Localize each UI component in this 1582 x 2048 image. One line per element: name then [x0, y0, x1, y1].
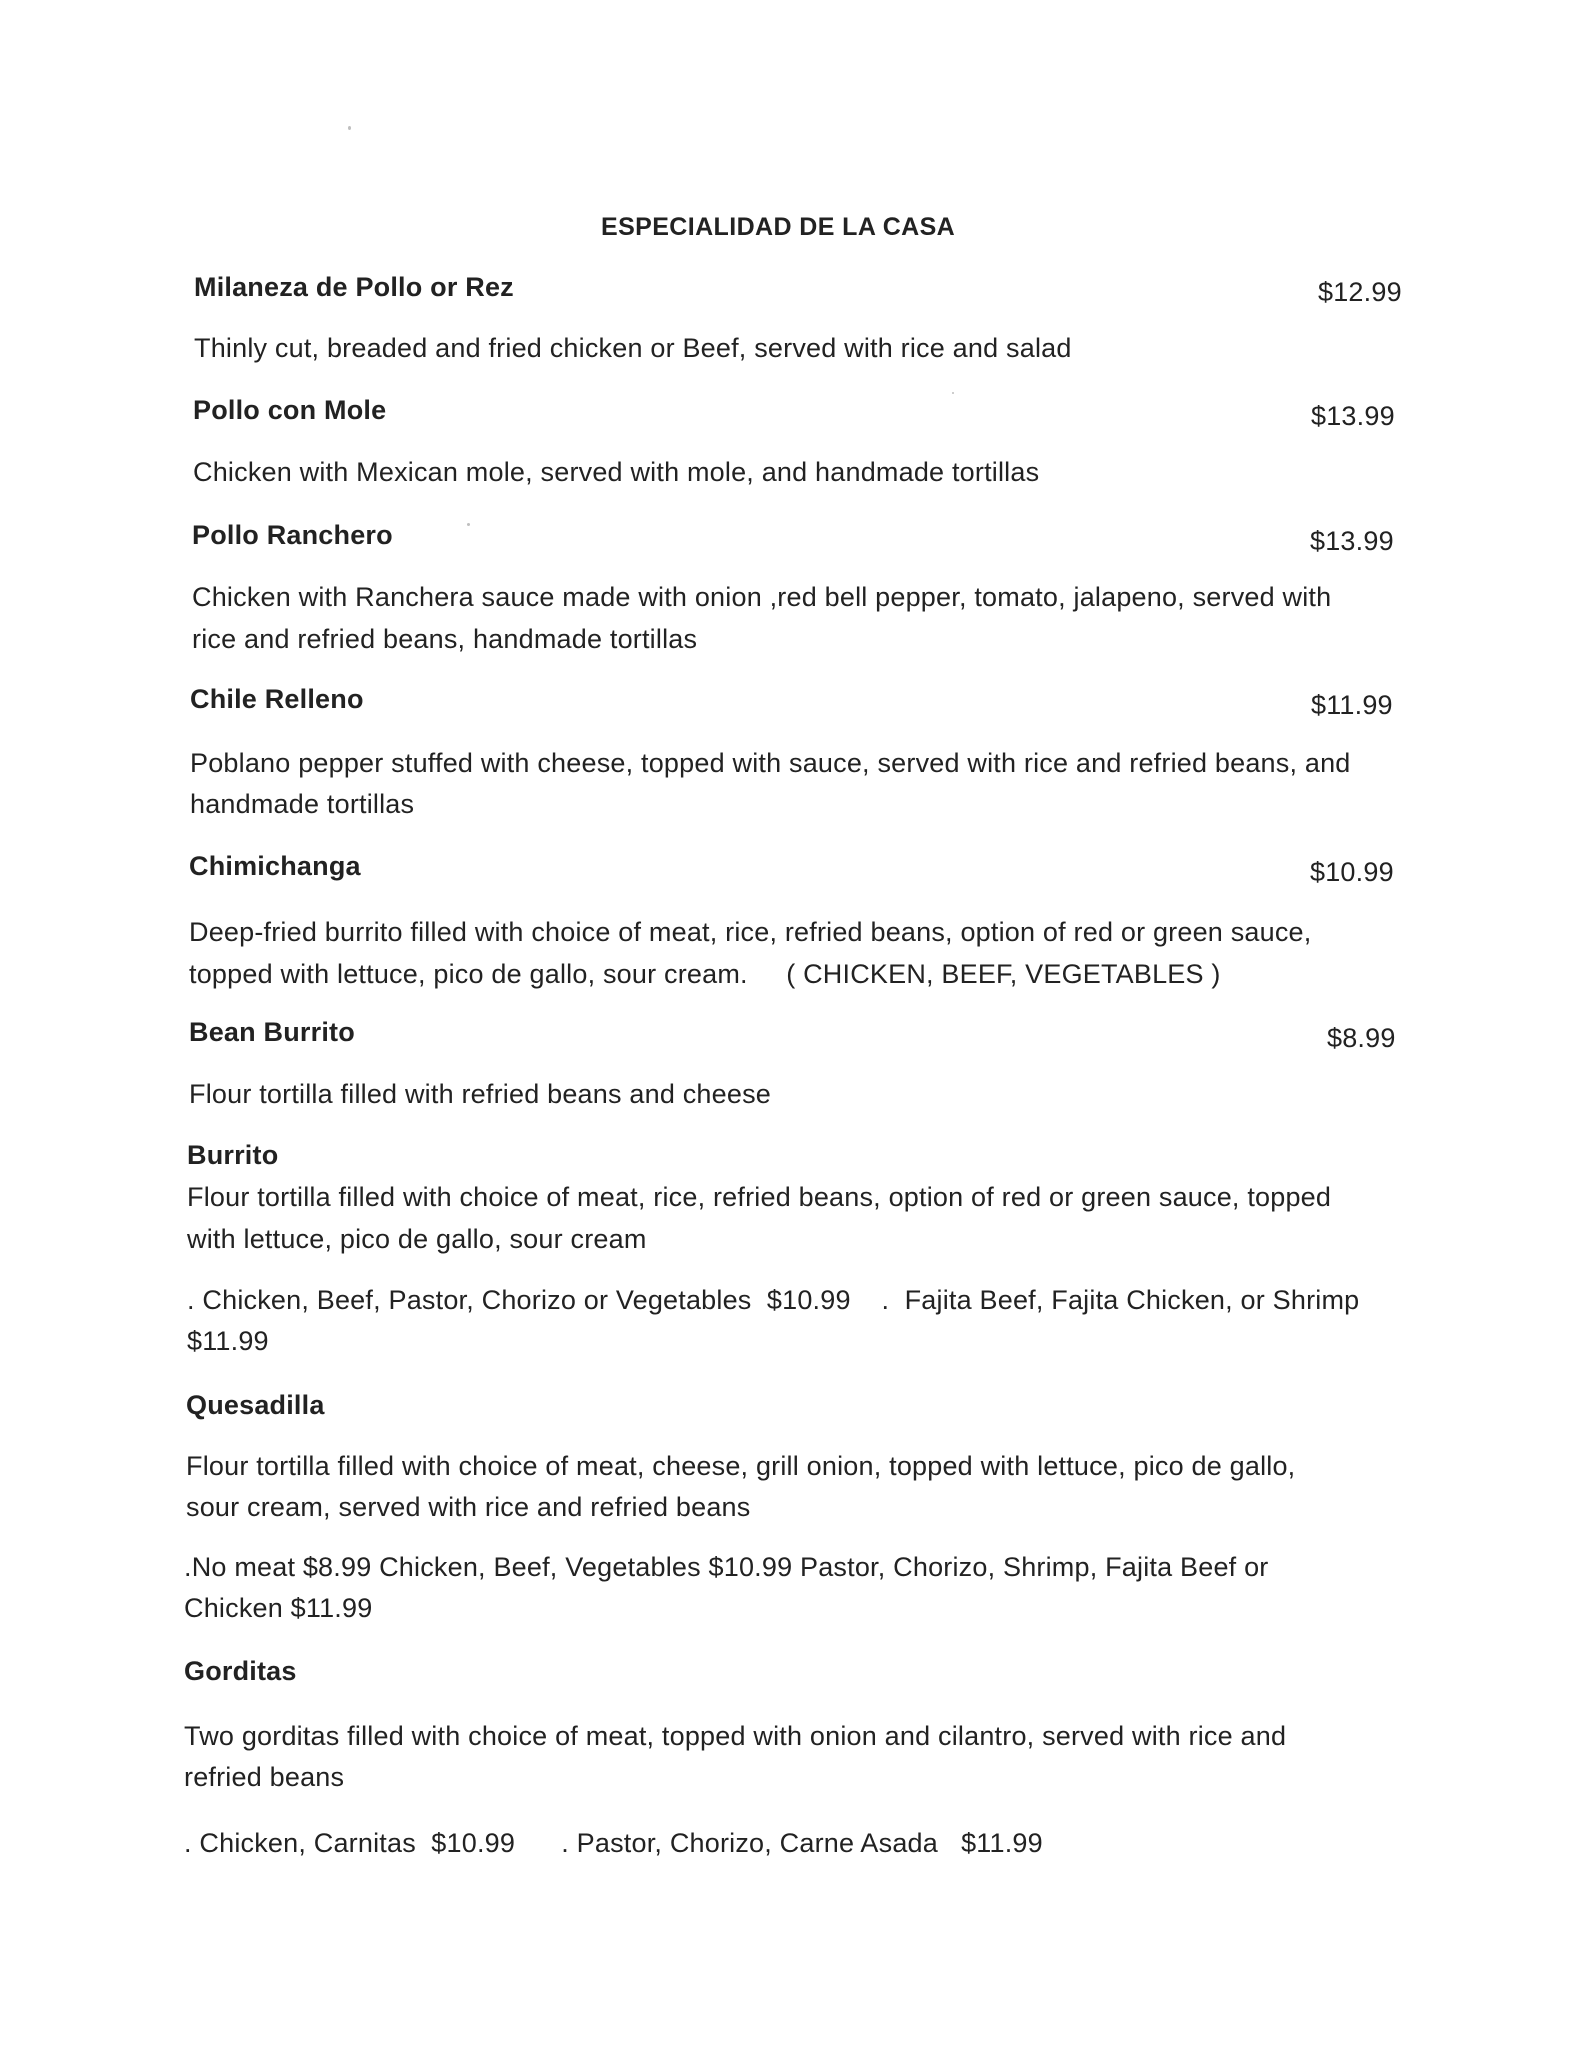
scan-speck [348, 126, 351, 130]
item-name-milaneza: Milaneza de Pollo or Rez [194, 272, 514, 302]
item-name-chimichanga: Chimichanga [189, 851, 361, 881]
item-description-gorditas-line-2: refried beans [184, 1762, 345, 1792]
item-description-burrito-line-1: Flour tortilla filled with choice of meat, rice, refried beans, option of red or green sauce, topped [187, 1182, 1332, 1212]
item-name-gorditas: Gorditas [184, 1656, 297, 1686]
item-name-bean-burrito: Bean Burrito [189, 1017, 355, 1047]
item-description-burrito-line-2: with lettuce, pico de gallo, sour cream [187, 1224, 647, 1254]
item-price-bean-burrito: $8.99 [1327, 1023, 1396, 1053]
item-name-pollo-ranchero: Pollo Ranchero [192, 520, 393, 550]
item-price-milaneza: $12.99 [1318, 277, 1402, 307]
item-description-chimichanga-line-2: topped with lettuce, pico de gallo, sour cream. ( CHICKEN, BEEF, VEGETABLES ) [189, 959, 1221, 989]
scan-speck [467, 523, 470, 526]
item-description-quesadilla-line-1: Flour tortilla filled with choice of meat, cheese, grill onion, topped with lettuce, pico de gallo, [186, 1451, 1296, 1481]
item-price-pollo-con-mole: $13.99 [1311, 401, 1395, 431]
item-name-quesadilla: Quesadilla [186, 1390, 325, 1420]
item-description-milaneza: Thinly cut, breaded and fried chicken or Beef, served with rice and salad [194, 333, 1072, 363]
item-description-bean-burrito: Flour tortilla filled with refried beans and cheese [189, 1079, 771, 1109]
item-description-chile-relleno-line-2: handmade tortillas [190, 789, 415, 819]
item-options-burrito-line-1: . Chicken, Beef, Pastor, Chorizo or Vegetables $10.99 . Fajita Beef, Fajita Chicken, or Shrimp [187, 1285, 1360, 1315]
item-options-quesadilla-line-2: Chicken $11.99 [184, 1593, 373, 1623]
item-description-pollo-ranchero-line-2: rice and refried beans, handmade tortillas [192, 624, 698, 654]
menu-title: ESPECIALIDAD DE LA CASA [601, 213, 956, 241]
item-name-chile-relleno: Chile Relleno [190, 684, 364, 714]
item-price-chimichanga: $10.99 [1310, 857, 1394, 887]
item-description-chimichanga-line-1: Deep-fried burrito filled with choice of meat, rice, refried beans, option of red or green sauce, [189, 917, 1312, 947]
item-options-burrito-line-2: $11.99 [187, 1326, 269, 1356]
item-options-gorditas: . Chicken, Carnitas $10.99 . Pastor, Chorizo, Carne Asada $11.99 [184, 1828, 1043, 1858]
item-options-quesadilla-line-1: .No meat $8.99 Chicken, Beef, Vegetables $10.99 Pastor, Chorizo, Shrimp, Fajita Beef or [184, 1552, 1269, 1582]
item-description-quesadilla-line-2: sour cream, served with rice and refried beans [186, 1492, 751, 1522]
scan-speck [952, 392, 954, 394]
item-description-gorditas-line-1: Two gorditas filled with choice of meat, topped with onion and cilantro, served with rice and [184, 1721, 1287, 1751]
item-price-chile-relleno: $11.99 [1311, 690, 1393, 720]
item-name-burrito: Burrito [187, 1140, 279, 1170]
item-name-pollo-con-mole: Pollo con Mole [193, 395, 387, 425]
item-description-chile-relleno-line-1: Poblano pepper stuffed with cheese, topped with sauce, served with rice and refried beans, and [190, 748, 1351, 778]
item-price-pollo-ranchero: $13.99 [1310, 526, 1394, 556]
item-description-pollo-ranchero-line-1: Chicken with Ranchera sauce made with onion ,red bell pepper, tomato, jalapeno, served with [192, 582, 1332, 612]
item-description-pollo-con-mole: Chicken with Mexican mole, served with mole, and handmade tortillas [193, 457, 1040, 487]
